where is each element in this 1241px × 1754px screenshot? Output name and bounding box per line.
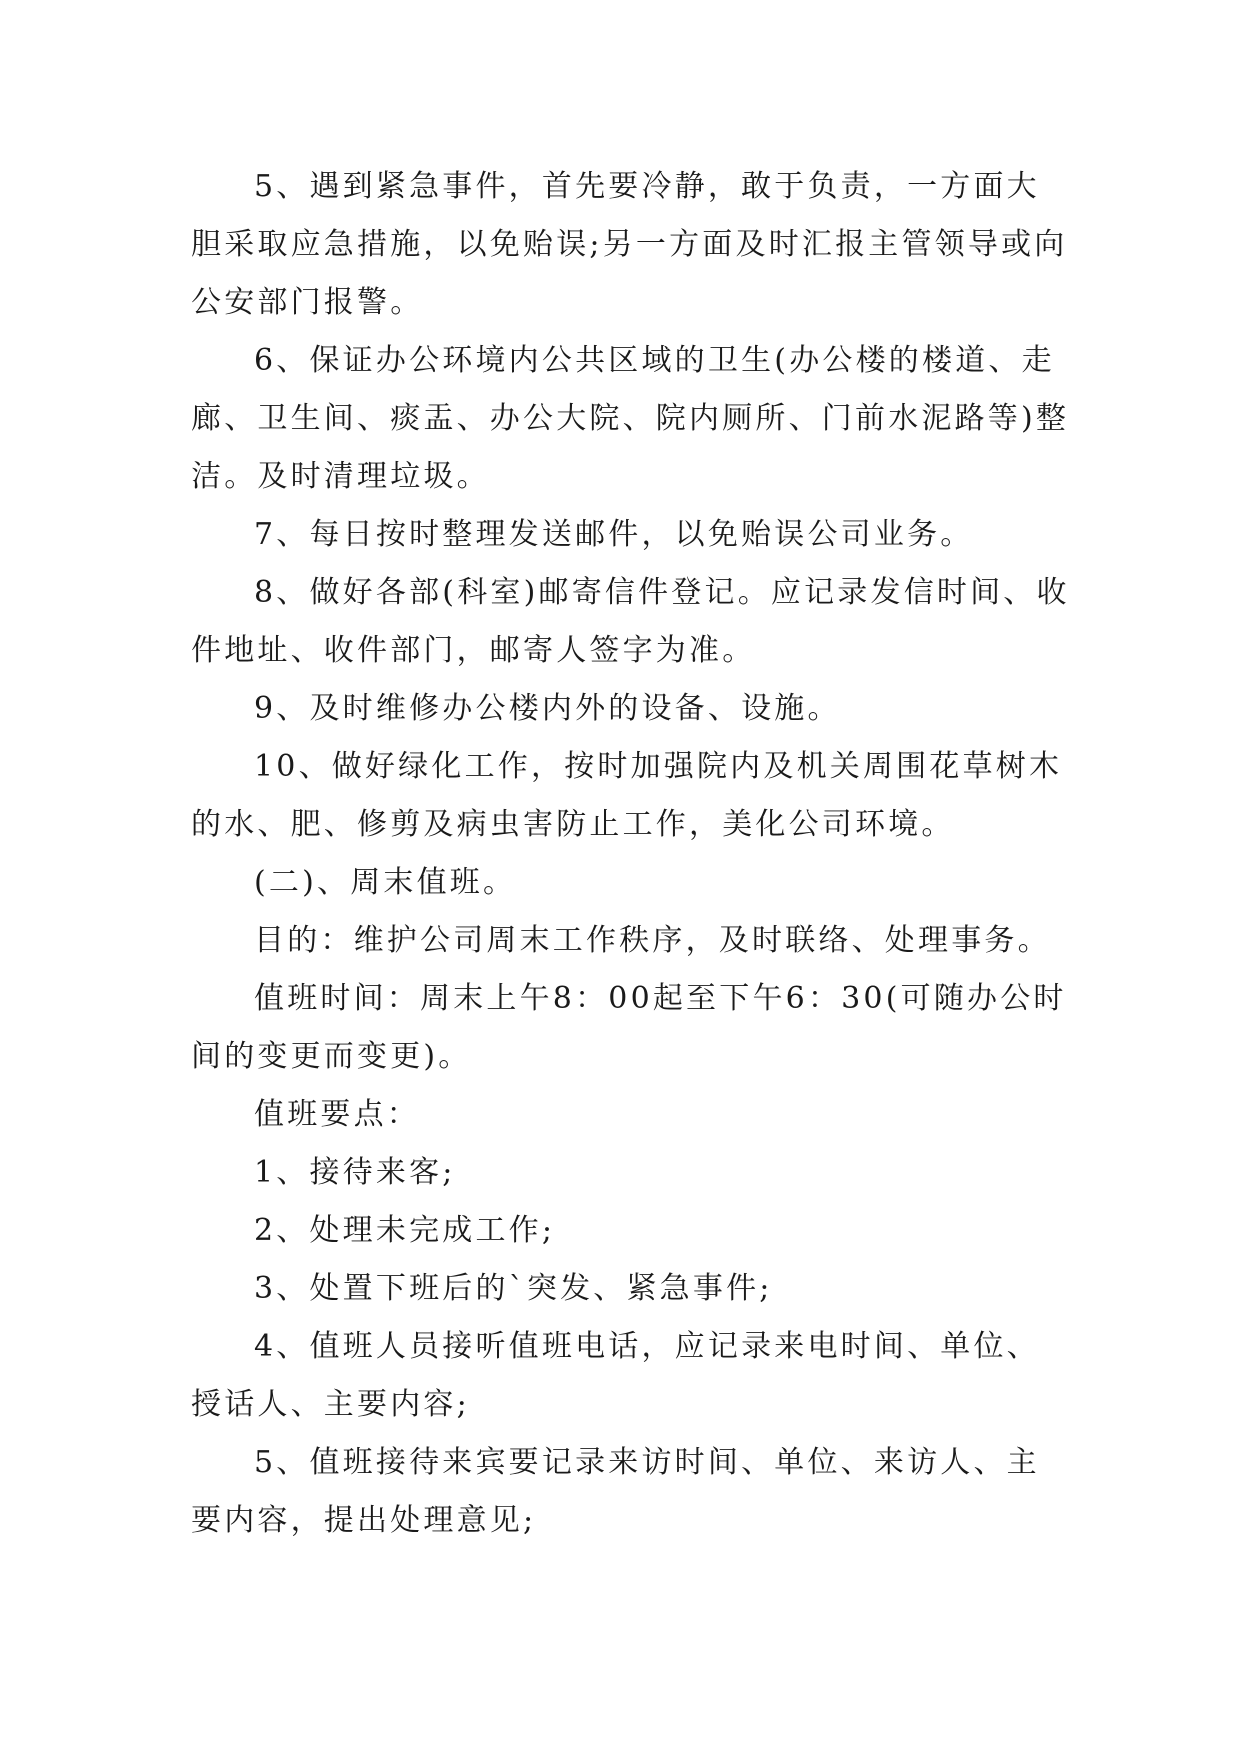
paragraph-hygiene: 6、保证办公环境内公共区域的卫生(办公楼的楼道、走廊、卫生间、痰盂、办公大院、院内厕所、门前水泥路等)整洁。及时清理垃圾。	[191, 343, 1070, 494]
document-body	[191, 158, 1071, 1550]
list-item-phone-calls: 4、值班人员接听值班电话，应记录来电时间、单位、授话人、主要内容;	[191, 1329, 1040, 1422]
section-heading-weekend-duty: (二)、周末值班。	[254, 865, 517, 900]
list-item-unfinished-work: 2、处理未完成工作;	[254, 1213, 556, 1248]
paragraph-emergency: 5、遇到紧急事件，首先要冷静，敢于负责，一方面大胆采取应急措施，以免贻误;另一方面及时汇报主管领导或向公安部门报警。	[191, 169, 1068, 320]
paragraph-mail: 7、每日按时整理发送邮件，以免贻误公司业务。	[254, 517, 974, 552]
list-item-emergencies: 3、处置下班后的`突发、紧急事件;	[254, 1271, 773, 1306]
paragraph-duty-points-heading: 值班要点：	[254, 1097, 420, 1132]
paragraph-duty-time: 值班时间：周末上午8：00起至下午6：30(可随办公时间的变更而变更)。	[191, 981, 1067, 1074]
paragraph-greening: 10、做好绿化工作，按时加强院内及机关周围花草树木的水、肥、修剪及病虫害防止工作，美化公司环境。	[191, 749, 1063, 842]
paragraph-maintenance: 9、及时维修办公楼内外的设备、设施。	[254, 691, 841, 726]
list-item-reception: 1、接待来客;	[254, 1155, 456, 1190]
paragraph-purpose: 目的：维护公司周末工作秩序，及时联络、处理事务。	[254, 923, 1051, 958]
paragraph-mail-registration: 8、做好各部(科室)邮寄信件登记。应记录发信时间、收件地址、收件部门，邮寄人签字为准。	[191, 575, 1070, 668]
list-item-visitors: 5、值班接待来宾要记录来访时间、单位、来访人、主要内容，提出处理意见;	[191, 1445, 1040, 1538]
